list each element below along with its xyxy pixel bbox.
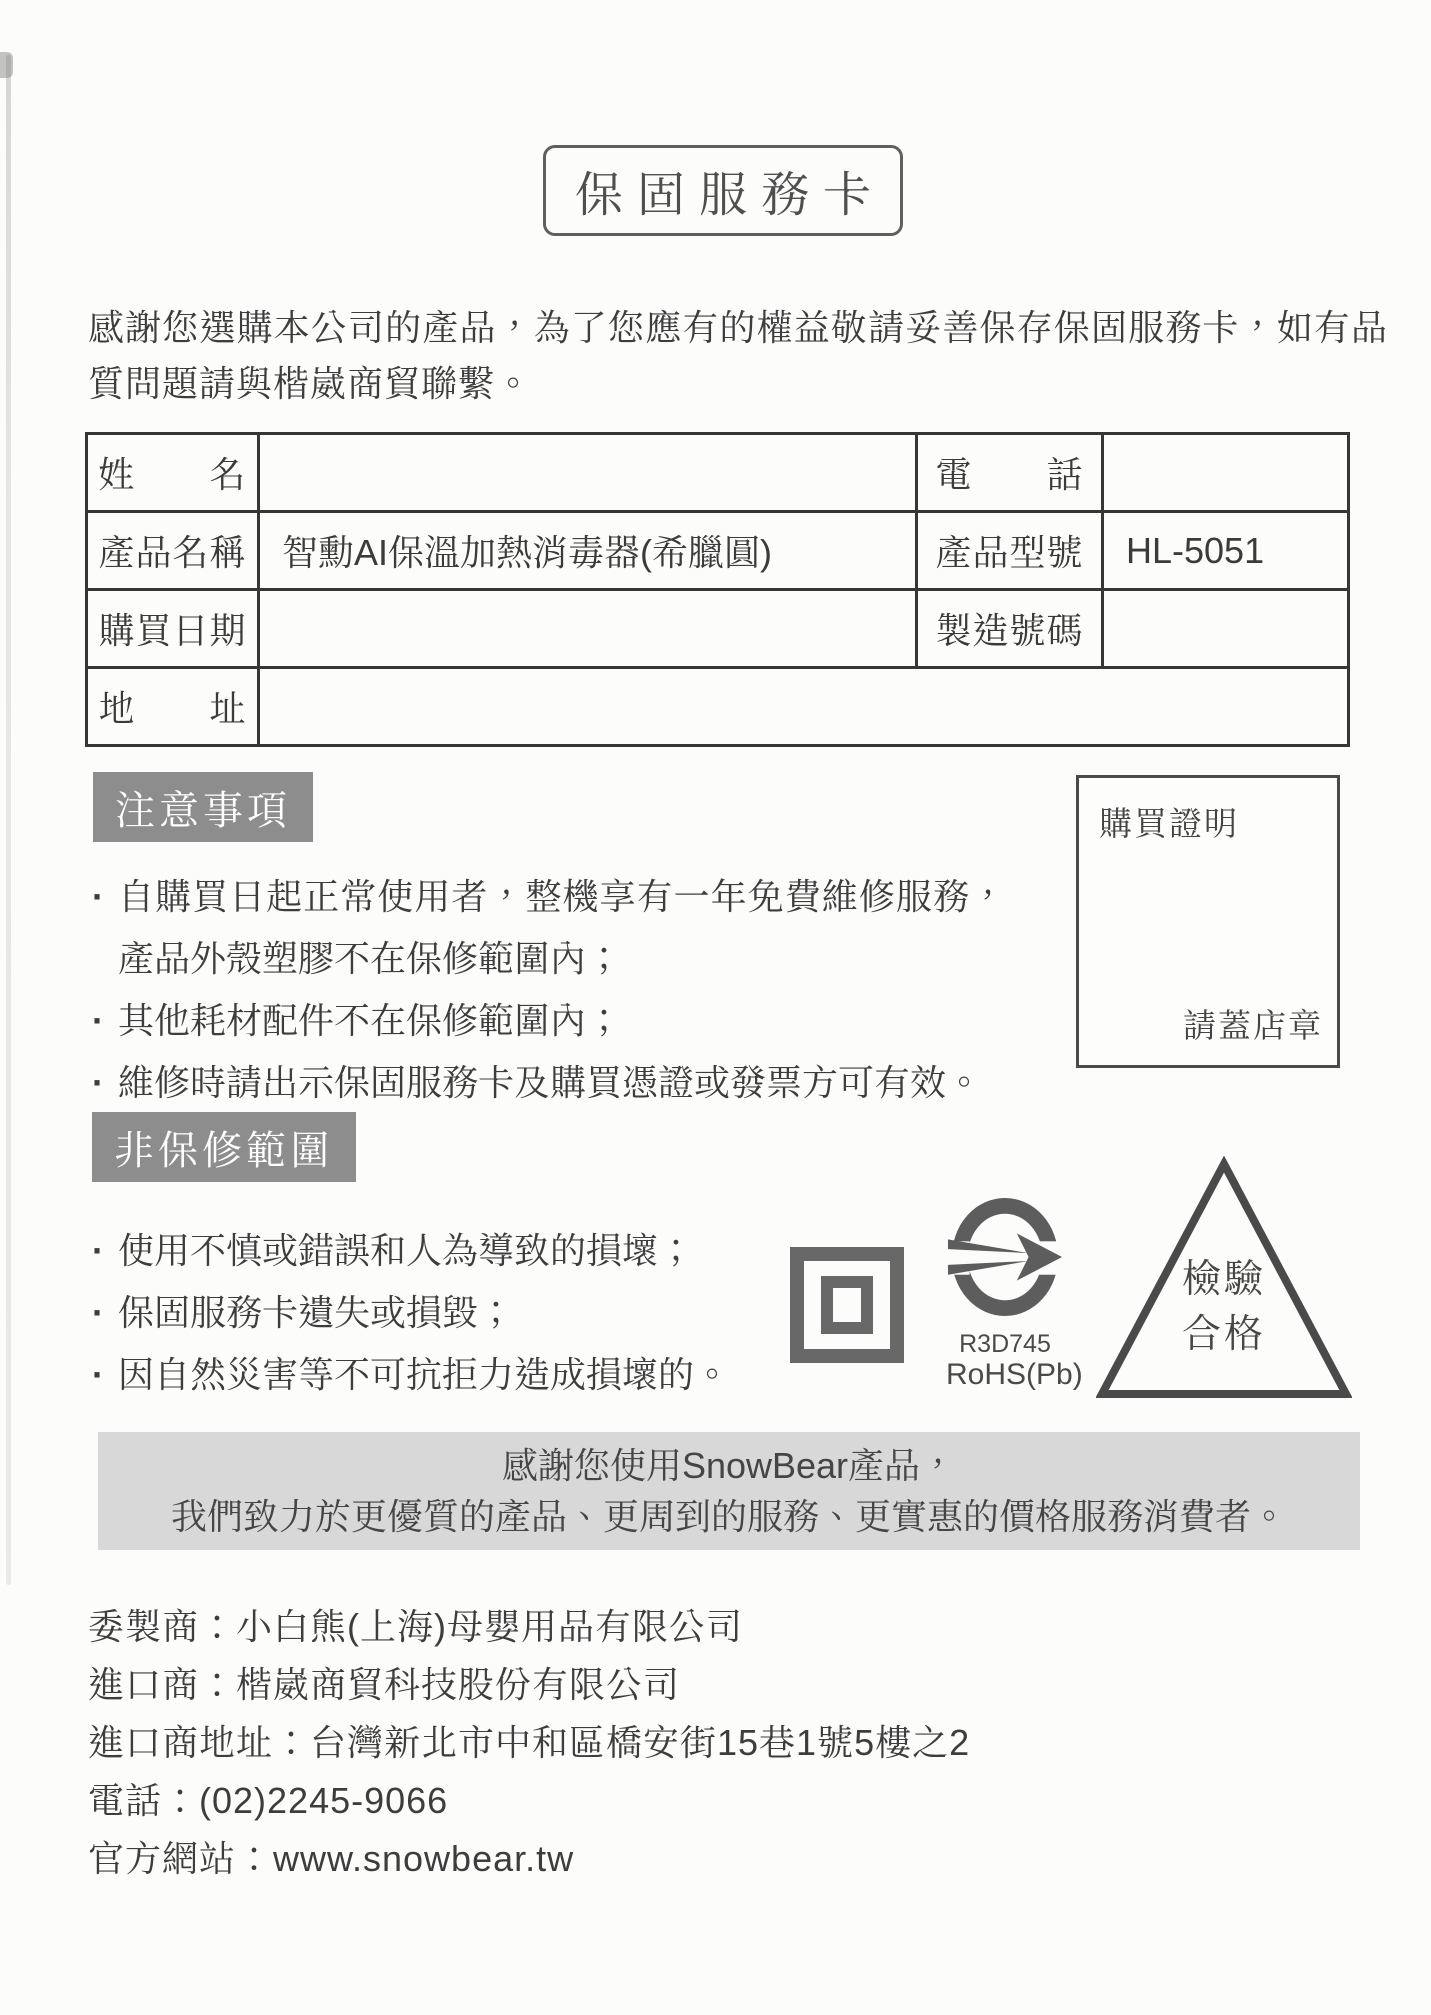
serial-number-value: [1103, 590, 1349, 668]
list-item: · 保固服務卡遺失或損毀；: [88, 1282, 848, 1344]
proof-of-purchase-box: [1076, 775, 1340, 1068]
address-value: [259, 668, 1349, 746]
name-label: 姓 名: [87, 434, 259, 512]
intro-paragraph: 感謝您選購本公司的產品，為了您應有的權益敬請妥善保存保固服務卡，如有品質問題請與楷崴商貿聯繫。: [88, 307, 1388, 404]
page-title: 保固服務卡: [574, 169, 885, 222]
serial-number-label: 製造號碼: [917, 590, 1103, 668]
model-label: 產品型號: [917, 512, 1103, 590]
product-name-value: 智勳AI保溫加熱消毒器(希臘圓): [259, 512, 917, 590]
address-label: 地 址: [87, 668, 259, 746]
website-line: 官方網站：www.snowbear.tw: [88, 1838, 575, 1879]
non-warranty-heading-label: 非保修範圍: [114, 1128, 334, 1173]
phone-value: [1103, 434, 1349, 512]
scan-corner-artifact: [0, 52, 13, 78]
product-name-label: 產品名稱: [87, 512, 259, 590]
importer-address-line: 進口商地址：台灣新北市中和區橋安街15巷1號5樓之2: [88, 1722, 971, 1763]
notes-heading-label: 注意事項: [115, 788, 291, 833]
list-item: · 因自然災害等不可抗拒力造成損壞的。: [88, 1344, 848, 1406]
list-item: · 其他耗材配件不在保修範圍內；: [88, 990, 1006, 1052]
thank-you-banner: [98, 1432, 1360, 1550]
company-info-footer: [88, 1598, 970, 1888]
list-item: · 自購買日起正常使用者，整機享有一年免費維修服務，產品外殼塑膠不在保修範圍內；: [88, 866, 1006, 990]
name-value: [259, 434, 917, 512]
manufacturer-line: 委製商：小白熊(上海)母嬰用品有限公司: [88, 1606, 743, 1647]
notes-list: [88, 866, 1006, 1114]
rohs-label: RoHS(Pb): [946, 1358, 1083, 1391]
class-ii-inner-square: [821, 1276, 873, 1334]
table-row: [87, 512, 1349, 590]
table-row: [87, 590, 1349, 668]
proof-of-purchase-title: 購買證明: [1099, 805, 1239, 842]
notes-section-heading: [93, 772, 313, 842]
inspection-line2: 合格: [1181, 1313, 1266, 1356]
phone-line: 電話：(02)2245-9066: [88, 1780, 449, 1821]
inspection-passed-text: [1096, 1252, 1352, 1362]
non-warranty-list: [88, 1220, 848, 1406]
bsmi-certification-mark: [946, 1190, 1083, 1395]
bsmi-arrow-circle-icon: [946, 1190, 1064, 1328]
banner-line1: 感謝您使用SnowBear產品，: [501, 1445, 957, 1486]
scan-edge-artifact: [6, 55, 11, 1585]
list-item: · 使用不慎或錯誤和人為導致的損壞；: [88, 1220, 848, 1282]
card-title-box: [543, 145, 903, 236]
importer-line: 進口商：楷崴商貿科技股份有限公司: [88, 1664, 681, 1705]
warranty-info-table: [85, 432, 1350, 747]
non-warranty-section-heading: [92, 1112, 356, 1182]
class-ii-insulation-icon: [790, 1247, 904, 1363]
inspection-passed-badge: [1096, 1156, 1352, 1402]
purchase-date-label: 購買日期: [87, 590, 259, 668]
phone-label: 電 話: [917, 434, 1103, 512]
inspection-line1: 檢驗: [1181, 1258, 1266, 1301]
list-item: · 維修時請出示保固服務卡及購買憑證或發票方可有效。: [88, 1052, 1006, 1114]
bsmi-code-label: R3D745: [959, 1330, 1051, 1358]
model-value: HL-5051: [1103, 512, 1349, 590]
purchase-date-value: [259, 590, 917, 668]
banner-line2: 我們致力於更優質的產品、更周到的服務、更實惠的價格服務消費者。: [170, 1496, 1287, 1537]
stamp-hint: 請蓋店章: [1183, 1007, 1323, 1044]
table-row: [87, 434, 1349, 512]
table-row: [87, 668, 1349, 746]
